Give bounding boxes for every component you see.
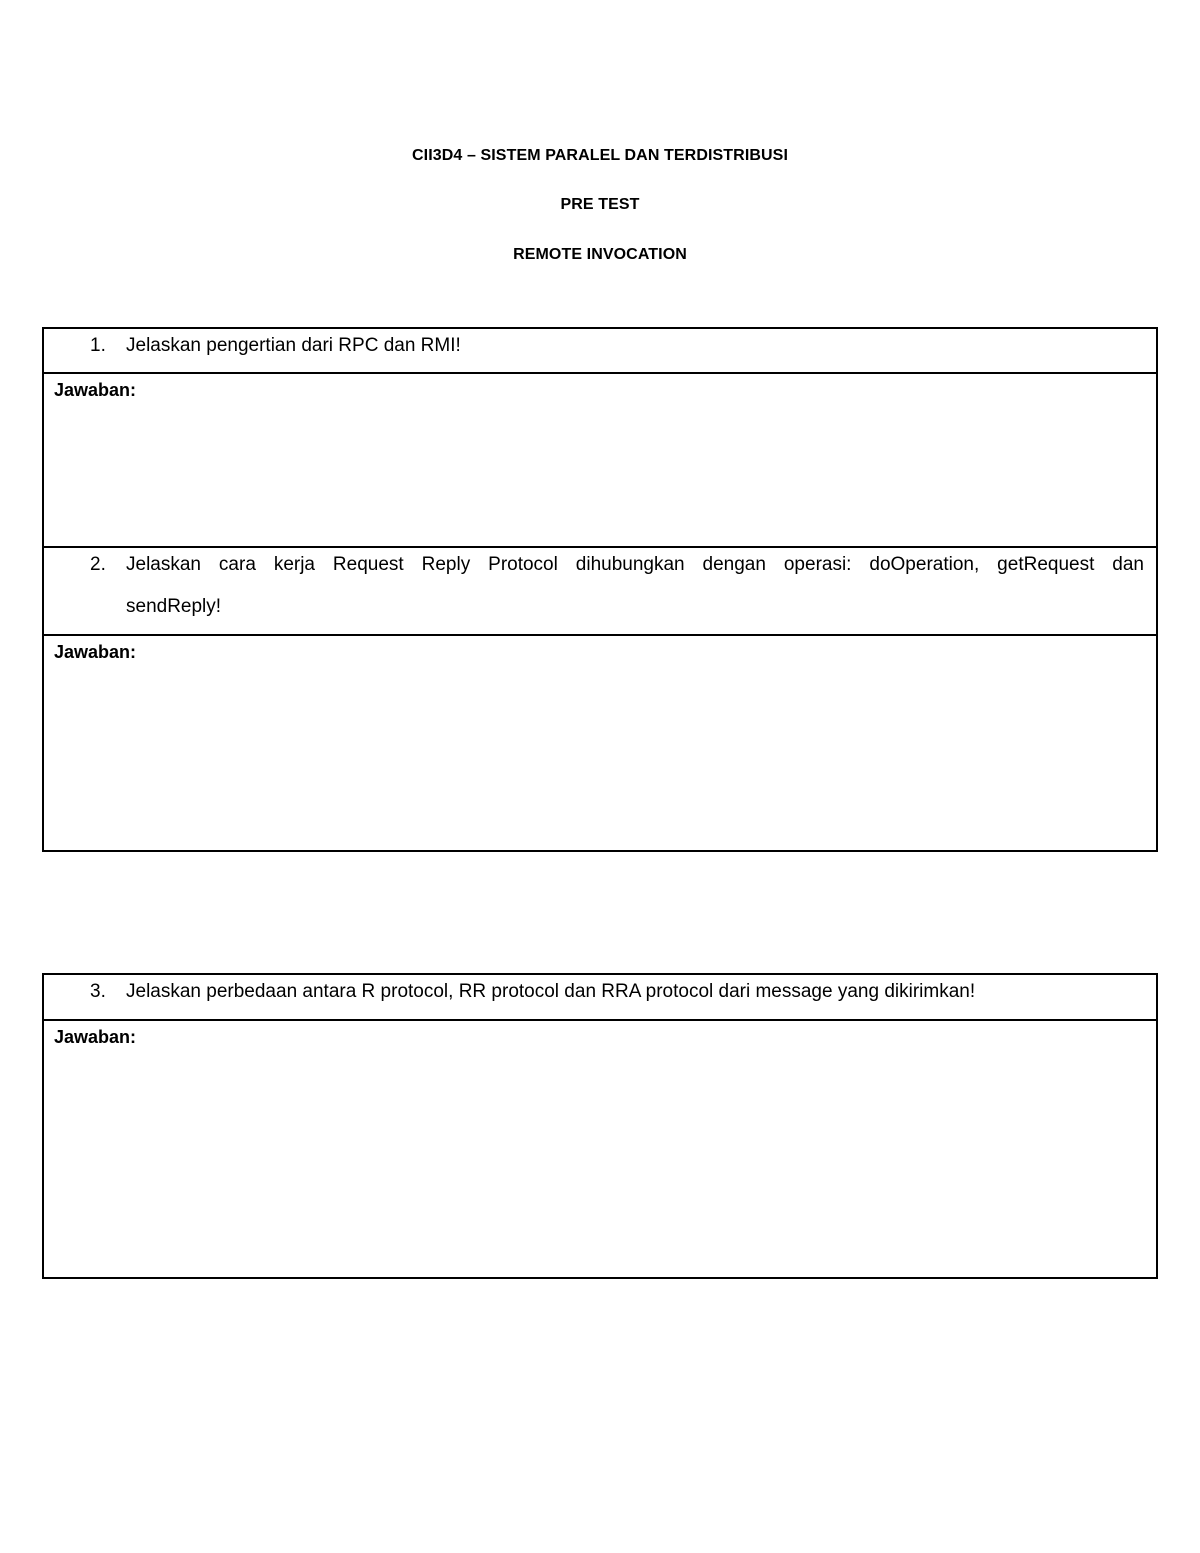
course-title: CII3D4 – SISTEM PARALEL DAN TERDISTRIBUSI [412, 147, 788, 164]
question-text-line-1: Jelaskan cara kerja Request Reply Protocol dihubungkan dengan operasi: doOperation, getRequest dan [126, 554, 1144, 575]
topic-title: REMOTE INVOCATION [513, 246, 687, 263]
answer-row-2 [44, 636, 1156, 850]
question-number: 2. [90, 554, 106, 575]
question-table-2 [42, 973, 1158, 1279]
answer-row-3 [44, 1021, 1156, 1277]
question-text: Jelaskan perbedaan antara R protocol, RR protocol dan RRA protocol dari message yang dikirimkan! [126, 981, 976, 1002]
question-row-1 [44, 329, 1156, 374]
answer-label: Jawaban: [54, 380, 137, 400]
question-number: 1. [90, 335, 106, 356]
answer-label: Jawaban: [54, 1027, 137, 1047]
question-table-1 [42, 327, 1158, 852]
question-row-2 [44, 548, 1156, 636]
answer-row-1 [44, 374, 1156, 548]
question-number: 3. [90, 981, 106, 1002]
question-text: Jelaskan pengertian dari RPC dan RMI! [126, 335, 461, 356]
question-row-3 [44, 975, 1156, 1021]
question-text-line-2: sendReply! [126, 596, 222, 617]
test-type-title: PRE TEST [560, 196, 640, 213]
answer-label: Jawaban: [54, 642, 137, 662]
